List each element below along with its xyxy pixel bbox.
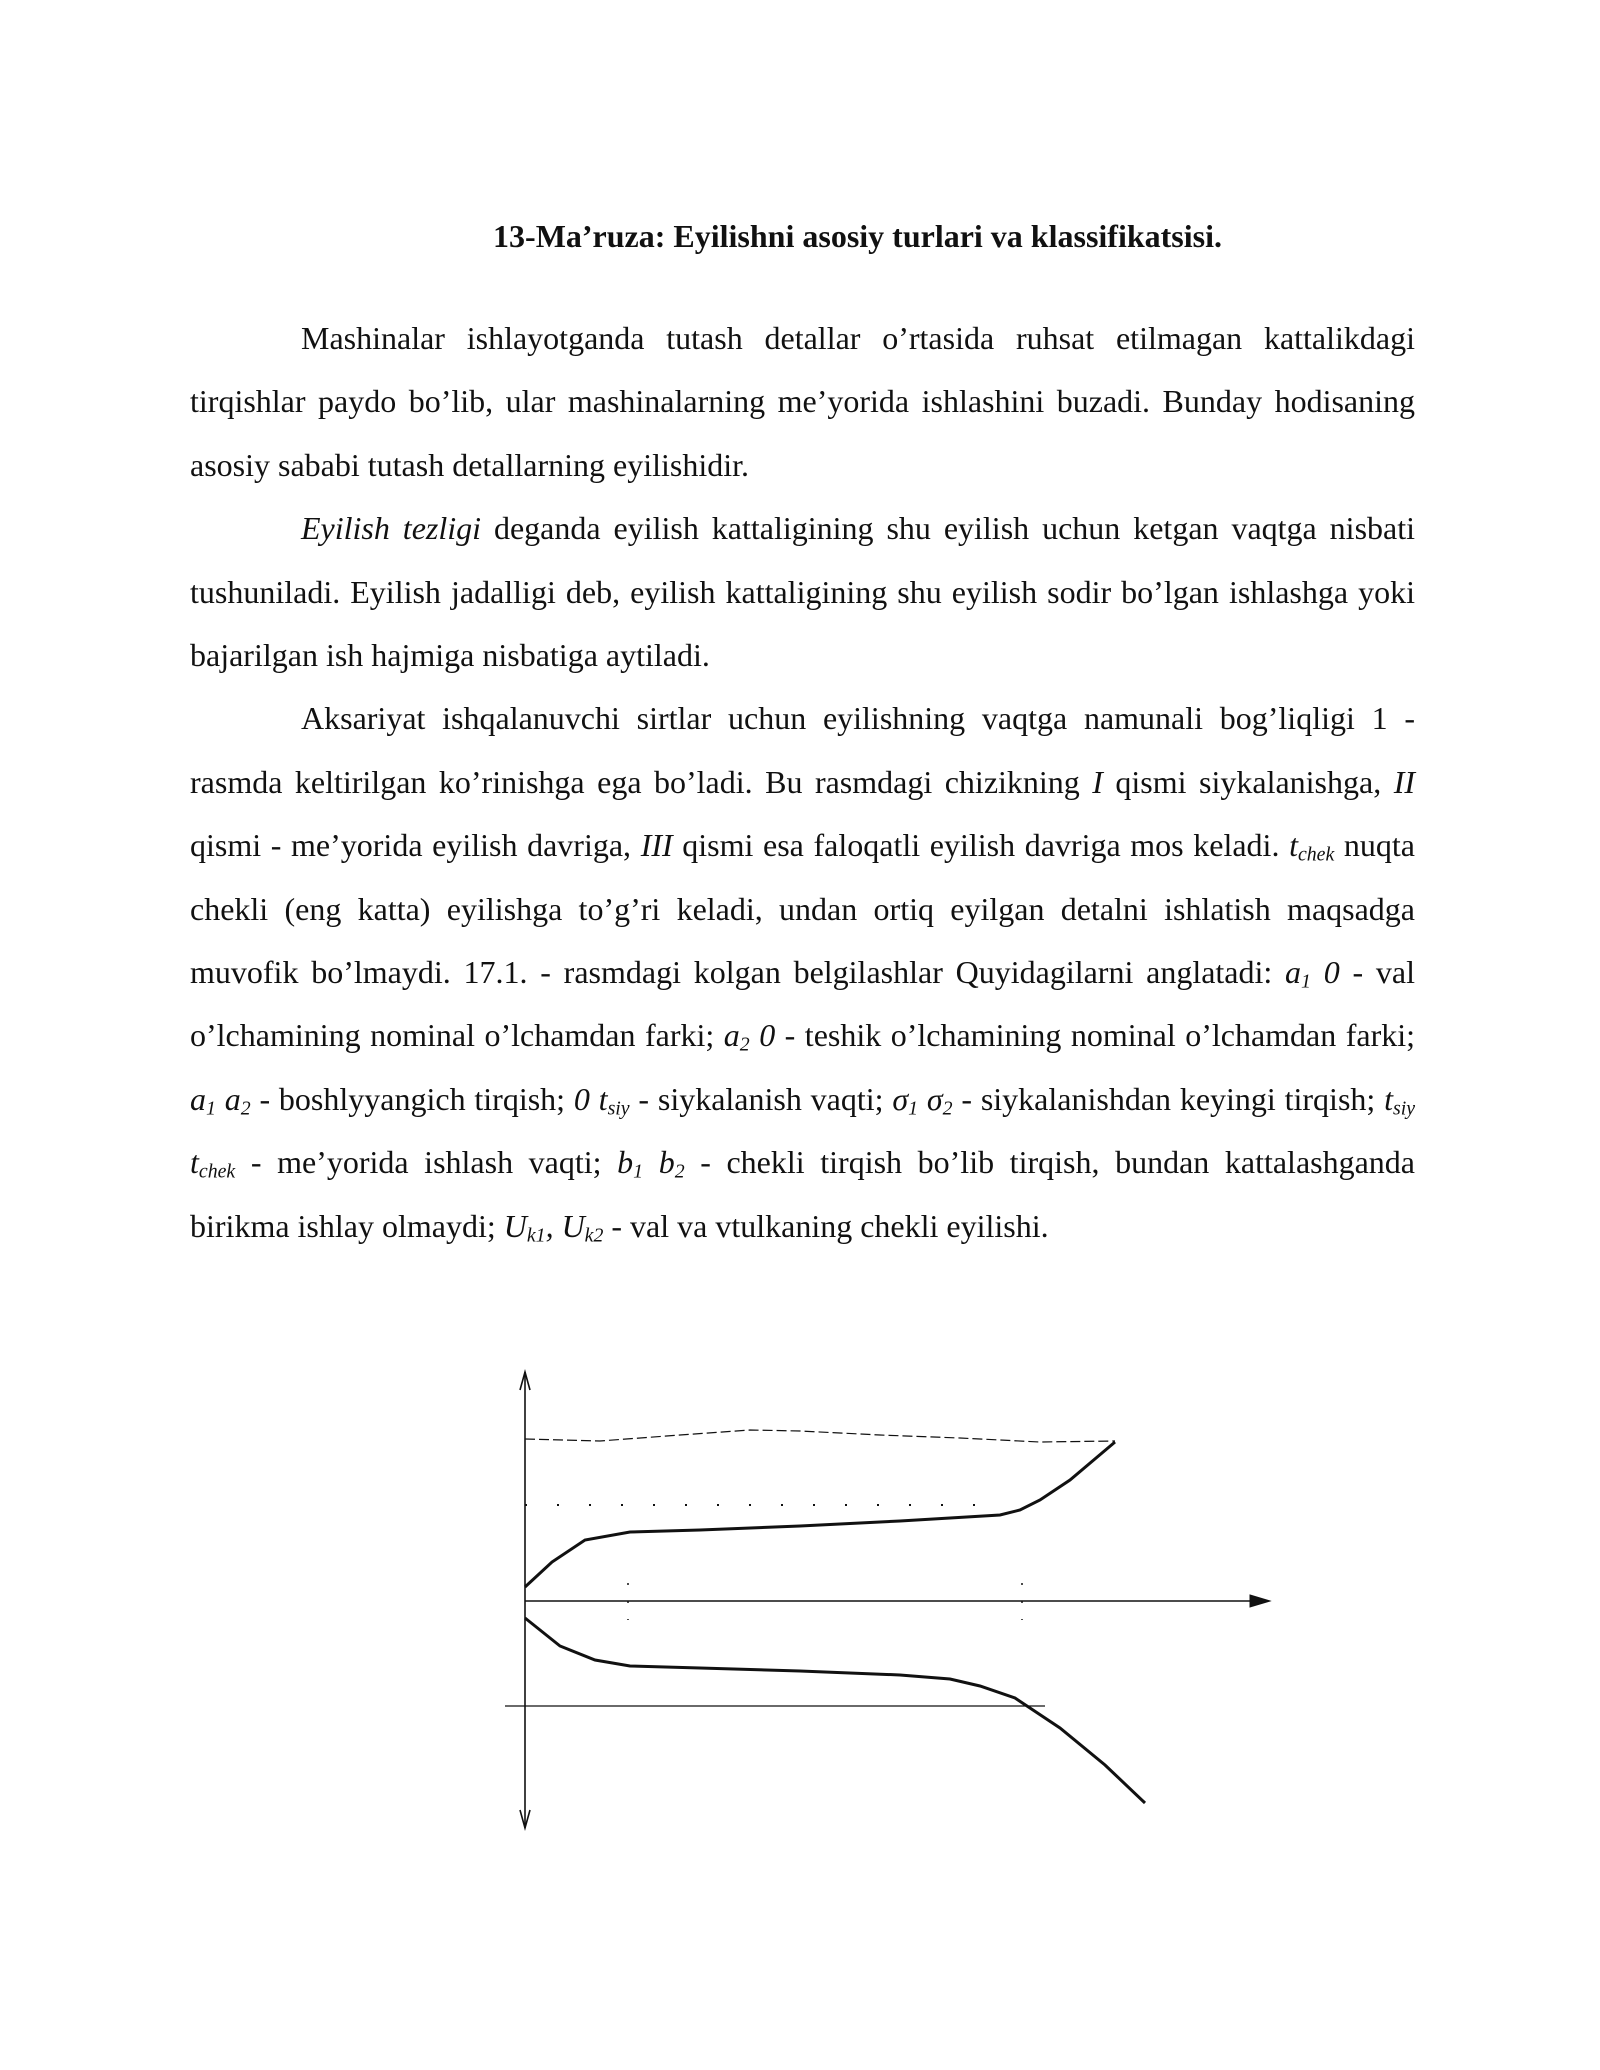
b1-b2-symbol: $b_1$ $b_2$ (617, 1144, 685, 1183)
uk-symbol: $U_{k1}$, $U_{k2}$ (503, 1207, 604, 1247)
upper-wear-curve (525, 1442, 1115, 1587)
roman-ii: II (1393, 763, 1416, 800)
roman-i: I (1092, 763, 1103, 800)
p3-text: qismi siykalanishga, (1102, 763, 1394, 800)
sigma-symbol: $\sigma_1$ $\sigma_2$ (892, 1080, 953, 1120)
a1-a2-symbol: $a_1$ $a_2$ (190, 1080, 251, 1120)
zero-tsiy-symbol: 0 $t_{siy}$ (573, 1080, 630, 1120)
p3-text: - chekli tirqish bo’lib tirqish, bundan kattalashganda birikma ishlay olmaydi; (190, 1144, 1416, 1244)
a1-0-symbol: $a_1$ 0 (1285, 954, 1340, 993)
paragraph-2-rest: deganda eyilish kattaligining shu eyilish uchun ketgan vaqtga nisbati tushuniladi. Eyilish jadalligi deb, eyilish kattaligining shu eyilish sodir bo’lgan ishlashga yoki bajarilgan ish hajmiga nisbatiga aytiladi. (190, 510, 1416, 674)
p3-text: Aksariyat ishqalanuvchi sirtlar uchun eyilishning vaqtga namunali bog’liqligi 1 - rasmda keltirilgan ko’rinishga ega bo’ladi. Bu rasmdagi chizikning (190, 700, 1415, 800)
tsiy-tchek-symbol: $t_{siy}$ $t_{chek}$ (190, 1080, 1416, 1183)
a2-0-symbol: $a_2$ 0 (723, 1017, 776, 1056)
p3-text: nuqta chekli (eng katta) eyilishga to’g’ri keladi, undan ortiq eyilgan detalni ishlatish maqsadga muvofik bo’lmaydi. 17.1. - rasmdagi kolgan belgilashlar Quyidagilarni anglatadi: (190, 827, 1416, 991)
p3-text: - me’yorida ishlash vaqti; (235, 1144, 618, 1181)
upper-dashed-boundary (525, 1430, 1115, 1442)
p3-text: - siykalanishdan keyingi tirqish; (952, 1080, 1385, 1117)
p3-text: - siykalanish vaqti; (629, 1080, 893, 1117)
p3-text: qismi - me’yorida eyilish davriga, (190, 827, 641, 864)
paragraph-1: Mashinalar ishlayotganda tutash detallar o’rtasida ruhsat etilmagan kattalikdagi tirqishlar paydo bo’lib, ular mashinalarning me’yorida ishlashini buzadi. Bunday hodisaning asosiy sababi tutash detallarning eyilishidir. (190, 320, 1415, 483)
page-title: 13-Ma’ruza: Eyilishni asosiy turlari va klassifikatsisi. (493, 218, 1222, 254)
roman-iii: III (640, 827, 673, 864)
p3-text: - teshik o’lchamining nominal o’lchamdan farki; (775, 1017, 1416, 1054)
term-eyilish-tezligi: Eyilish tezligi (301, 510, 482, 547)
p3-text: - val o’lchamining nominal o’lchamdan farki; (190, 954, 1416, 1054)
t-chek-symbol: $t_{chek}$ (1289, 827, 1335, 866)
p3-text: - boshlyyangich tirqish; (250, 1080, 574, 1117)
x-axis-arrow (1250, 1595, 1270, 1607)
p3-text: - val va vtulkaning chekli eyilishi. (603, 1207, 1049, 1244)
lower-wear-curve (525, 1618, 1145, 1803)
p3-text: qismi esa faloqatli eyilish davriga mos keladi. (672, 827, 1290, 864)
